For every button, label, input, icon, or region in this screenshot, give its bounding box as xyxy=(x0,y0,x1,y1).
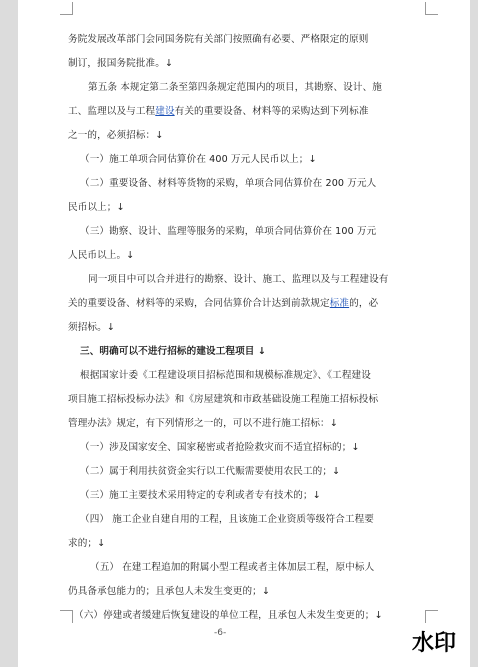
text-segment: 关的重要设备、材料等的采购，合同估算价合计达到前款规定 xyxy=(68,298,330,309)
body-line xyxy=(68,298,378,310)
body-line: （二）属于利用扶贫资金实行以工代赈需要使用农民工的；↓ xyxy=(80,466,341,477)
crop-mark-bottom-right xyxy=(425,610,438,623)
body-line: 求的；↓ xyxy=(68,538,106,549)
watermark-text: 水印 xyxy=(412,631,457,656)
body-line: （一）施工单项合同估算价在 400 万元人民币以上；↓ xyxy=(80,154,317,165)
text-segment: 有关的重要设备、材料等的采购达到下列标准 xyxy=(174,106,369,117)
body-line: （二）重要设备、材料等货物的采购，单项合同估算价在 200 万元人 xyxy=(80,178,377,189)
body-line: 管理办法》规定，有下列情形之一的，可以不进行施工招标：↓ xyxy=(68,418,338,429)
body-line: （四） 施工企业自建自用的工程，且该施工企业资质等级符合工程要 xyxy=(80,514,374,525)
body-line: 务院发展改革部门会同国务院有关部门按照确有必要、严格限定的原则 xyxy=(68,34,369,45)
body-line: 制订，报国务院批准。↓ xyxy=(68,58,174,69)
body-line: 同一项目中可以合并进行的勘察、设计、施工、监理以及与工程建设有 xyxy=(88,274,389,285)
keyword-link[interactable]: 标准 xyxy=(329,298,350,309)
keyword-link[interactable]: 建设 xyxy=(155,106,175,117)
body-line: 项目施工招标投标办法》和《房屋建筑和市政基础设施工程施工招标投标 xyxy=(68,394,379,405)
document-page xyxy=(18,0,470,667)
body-line: （三）勘察、设计、监理等服务的采购，单项合同估算价在 100 万元 xyxy=(80,226,377,237)
text-segment: 的，必 xyxy=(349,298,379,309)
crop-mark-bottom-left xyxy=(60,610,73,623)
body-line: 仍具备承包能力的；且承包人未发生变更的；↓ xyxy=(68,586,271,597)
body-line: （一）涉及国家安全、国家秘密或者抢险救灾而不适宜招标的；↓ xyxy=(80,442,360,453)
body-line: （六）停建或者缓建后恢复建设的单位工程，且承包人未发生变更的；↓ xyxy=(74,610,383,621)
body-line: 根据国家计委《工程建设项目招标范围和规模标准规定》、《工程建设 xyxy=(80,370,371,381)
section-heading: 三、明确可以不进行招标的建设工程项目 ↓ xyxy=(80,346,267,357)
body-line: 人民币以上。↓ xyxy=(68,250,135,261)
body-line: （五） 在建工程追加的附属小型工程或者主体加层工程，原中标人 xyxy=(90,562,375,573)
body-line: （三）施工主要技术采用特定的专利或者专有技术的；↓ xyxy=(80,490,321,501)
crop-mark-top-right xyxy=(425,2,438,15)
body-line: 之一的，必须招标：↓ xyxy=(68,130,164,141)
crop-mark-top-left xyxy=(60,2,73,15)
body-line: 民币以上；↓ xyxy=(68,202,125,213)
page-number: -6- xyxy=(214,628,227,638)
text-segment: 工、监理以及与工程 xyxy=(68,106,156,117)
body-line: 须招标。↓ xyxy=(68,322,115,333)
body-line xyxy=(68,106,369,118)
body-line: 第五条 本规定第二条至第四条规定范围内的项目，其勘察、设计、施 xyxy=(88,82,382,93)
